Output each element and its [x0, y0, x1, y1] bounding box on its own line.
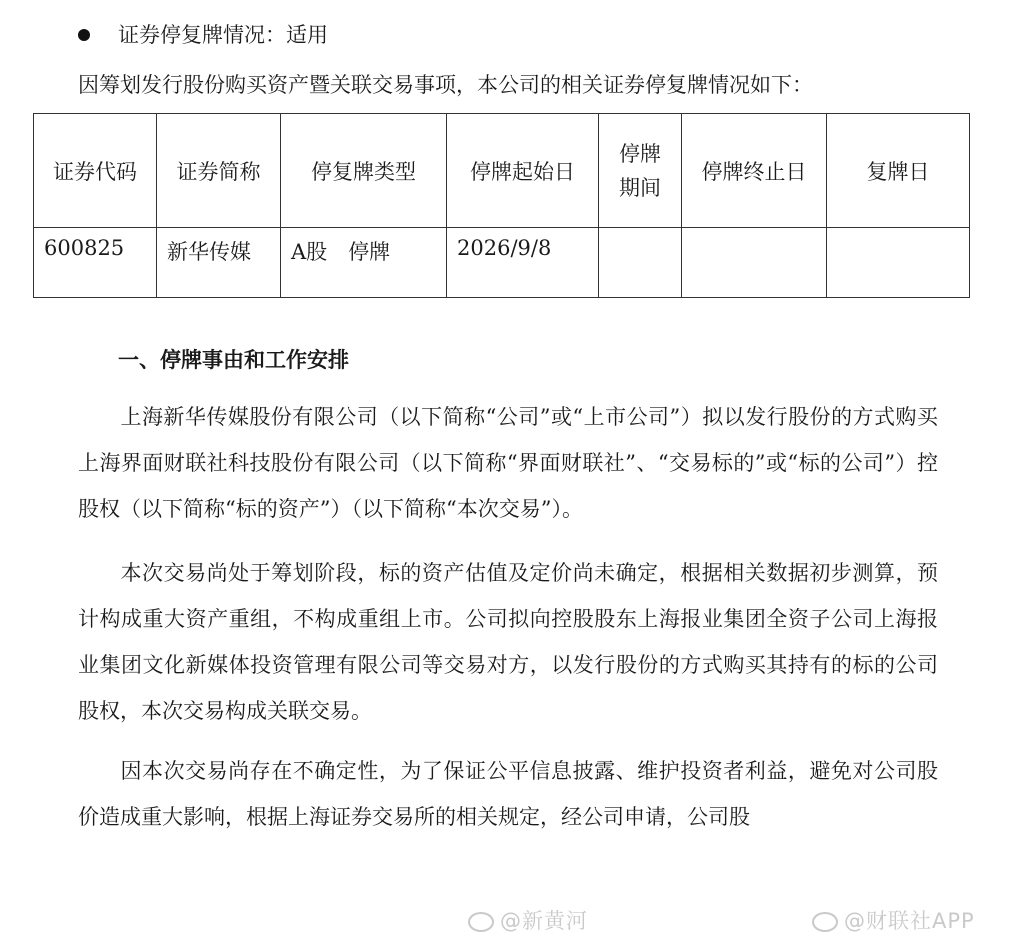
cell-type: A股 停牌: [281, 228, 447, 298]
header-name: 证券简称: [157, 114, 281, 228]
cell-code: 600825: [34, 228, 157, 298]
header-start: 停牌起始日: [447, 114, 599, 228]
header-period: [599, 114, 682, 228]
paragraph-1: [78, 394, 938, 532]
cell-resume: [827, 228, 970, 298]
weibo-icon: [468, 912, 494, 932]
cell-start: 2026/9/8: [447, 228, 599, 298]
header-code: 证券代码: [34, 114, 157, 228]
table-header-row: [34, 114, 970, 228]
cell-period: [599, 228, 682, 298]
suspension-table: [33, 113, 970, 298]
header-period-line2: 期间: [619, 175, 661, 200]
header-type: 停复牌类型: [281, 114, 447, 228]
cell-end: [682, 228, 827, 298]
paragraph-3: [78, 748, 938, 840]
watermark-2-text: @财联社APP: [844, 909, 975, 933]
cell-name: 新华传媒: [157, 228, 281, 298]
header-end: 停牌终止日: [682, 114, 827, 228]
weibo-icon: [812, 912, 838, 932]
paragraph-2-text: 本次交易尚处于筹划阶段，标的资产估值及定价尚未确定，根据相关数据初步测算，预计构成重大资产重组，不构成重组上市。公司拟向控股股东上海报业集团全资子公司上海报业集团文化新媒体投资管理有限公司等交易对方，以发行股份的方式购买其持有的标的公司股权，本次交易构成关联交易。: [78, 561, 938, 723]
header-period-line1: 停牌: [619, 141, 661, 166]
watermark-xinhuanghe: [468, 905, 588, 935]
section-title: 一、停牌事由和工作安排: [118, 348, 349, 372]
paragraph-2: [78, 550, 938, 734]
bullet-item: [78, 20, 328, 50]
intro-text: 因筹划发行股份购买资产暨关联交易事项，本公司的相关证券停复牌情况如下：: [78, 73, 813, 97]
paragraph-3-text: 因本次交易尚存在不确定性，为了保证公平信息披露、维护投资者利益，避免对公司股价造成重大影响，根据上海证券交易所的相关规定，经公司申请，公司股: [78, 759, 938, 829]
header-resume: 复牌日: [827, 114, 970, 228]
table-row: [34, 228, 970, 298]
bullet-icon: [78, 29, 90, 41]
bullet-text: 证券停复牌情况：适用: [118, 23, 328, 47]
watermark-1-text: @新黄河: [500, 909, 588, 933]
watermark-cls: [812, 905, 975, 935]
paragraph-1-text: 上海新华传媒股份有限公司（以下简称“公司”或“上市公司”）拟以发行股份的方式购买上海界面财联社科技股份有限公司（以下简称“界面财联社”、“交易标的”或“标的公司”）控股权（以下简称“标的资产”）（以下简称“本次交易”）。: [78, 405, 938, 521]
